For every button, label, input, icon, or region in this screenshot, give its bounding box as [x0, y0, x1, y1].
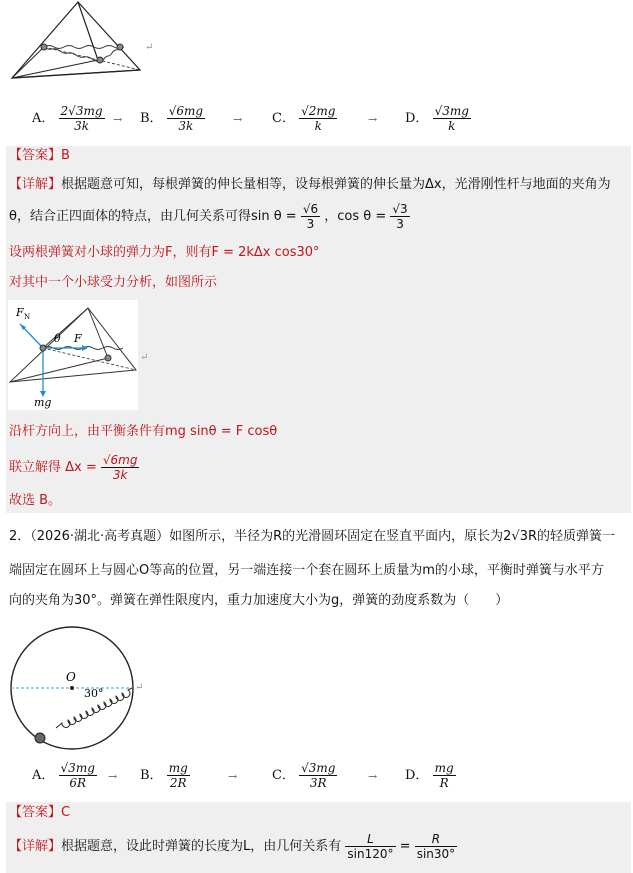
tab-arrow: →: [108, 770, 118, 783]
tab-arrow: →: [113, 113, 123, 126]
option-denominator: 3k: [74, 119, 89, 133]
f-label: F: [74, 332, 82, 345]
option-letter: B．: [140, 768, 163, 783]
q1-option-c[interactable]: [272, 104, 337, 133]
q1-line6: [9, 453, 139, 482]
option-numerator: 2√3mg: [60, 104, 103, 118]
option-numerator: √6mg: [168, 104, 204, 118]
option-denominator: 6R: [69, 776, 87, 790]
paragraph-mark: ↵: [145, 42, 154, 53]
eq-right-numerator: R: [415, 832, 457, 847]
q2-option-a[interactable]: [32, 761, 97, 790]
q1-answer-label: 【答案】B: [9, 148, 70, 163]
angle-label: 30°: [84, 687, 104, 700]
tab-arrow: →: [228, 770, 238, 783]
option-letter: A．: [32, 768, 55, 783]
detail-text: ，cos θ =: [324, 209, 387, 224]
option-numerator: √2mg: [301, 104, 336, 118]
q1-option-a[interactable]: [32, 104, 105, 133]
option-numerator: mg: [168, 761, 188, 775]
q2-option-d[interactable]: [405, 761, 456, 790]
option-letter: D．: [405, 111, 429, 126]
q1-line5: 沿杆方向上，由平衡条件有mg sinθ = F cosθ: [9, 424, 278, 439]
option-numerator: √3mg: [60, 761, 95, 775]
center-o-label: O: [66, 670, 76, 684]
paragraph-mark: ↵: [140, 352, 149, 363]
option-numerator: √3mg: [301, 761, 336, 775]
q2-stem-line1: 2．（2026·湖北·高考真题）如图所示，半径为R的光滑圆环固定在竖直平面内，原长为2√3R的轻质弹簧一: [9, 529, 616, 544]
q2-option-b[interactable]: [140, 761, 190, 790]
q2-stem-line3: 向的夹角为30°。弹簧在弹性限度内，重力加速度大小为g，弹簧的劲度系数为（ ）: [9, 593, 509, 608]
option-letter: B．: [140, 111, 163, 126]
pyramid-figure: [8, 0, 148, 86]
option-denominator: 3k: [178, 119, 194, 133]
tab-arrow: →: [368, 113, 378, 126]
q1-detail-line1: [9, 176, 611, 194]
option-denominator: 2R: [169, 776, 187, 790]
detail-text: 根据题意可知，每根弹簧的伸长量相等，设每根弹簧的伸长量为Δx，光滑刚性杆与地面的夹角为: [61, 177, 611, 192]
fn-label: F: [16, 306, 24, 319]
q1-line4: 对其中一个小球受力分析，如图所示: [9, 275, 218, 290]
option-denominator: 3R: [309, 776, 327, 790]
option-numerator: mg: [434, 761, 454, 775]
cos-numerator: √3: [392, 202, 408, 216]
tab-arrow: →: [233, 113, 243, 126]
option-denominator: k: [448, 119, 456, 133]
eq-right-denominator: sin30°: [416, 847, 456, 861]
q2-stem-line2: 端固定在圆环上与圆心O等高的位置，另一端连接一个套在圆环上质量为m的小球，平衡时弹簧与水平方: [9, 563, 604, 578]
q1-detail-line2: [9, 202, 410, 231]
eq-left-denominator: sin120°: [347, 847, 394, 861]
ring-spring-figure: [8, 625, 143, 760]
option-letter: D．: [405, 768, 429, 783]
option-denominator: k: [314, 119, 322, 133]
option-denominator: R: [439, 776, 449, 790]
detail-text: 根据题意，设此时弹簧的长度为L，由几何关系有: [61, 839, 342, 854]
sin-denominator: 3: [306, 217, 315, 231]
result-denominator: 3k: [112, 468, 128, 482]
q1-option-d[interactable]: [405, 104, 471, 133]
paragraph-mark: ↵: [135, 682, 144, 693]
q2-answer-label: 【答案】C: [9, 805, 71, 820]
q1-line7: 故选 B。: [9, 493, 62, 508]
theta-label: θ: [54, 332, 61, 345]
mg-label: mg: [34, 396, 52, 409]
detail-text: 联立解得 Δx =: [9, 460, 97, 475]
detail-label: 【详解】: [9, 839, 62, 854]
q1-option-b[interactable]: [140, 104, 205, 133]
q1-line3: 设两根弹簧对小球的弹力为F，则有F = 2kΔx cos30°: [9, 245, 320, 260]
detail-label: 【详解】: [9, 177, 62, 192]
detail-text: θ，结合正四面体的特点，由几何关系可得sin θ =: [9, 209, 297, 224]
option-numerator: √3mg: [434, 104, 469, 118]
q2-option-c[interactable]: [272, 761, 337, 790]
sin-numerator: √6: [302, 202, 319, 216]
result-numerator: √6mg: [102, 453, 138, 467]
option-letter: C．: [272, 111, 295, 126]
option-letter: A．: [32, 111, 55, 126]
fn-subscript: N: [24, 313, 31, 321]
force-diagram: [8, 300, 138, 410]
cos-denominator: 3: [396, 217, 404, 231]
tab-arrow: →: [368, 770, 378, 783]
q2-detail-line: 【详解】根据题意，设此时弹簧的长度为L，由几何关系有 $\frac{L}{\sin 120^\circ}$ = $\frac{R}{\sin 30^\circ}$: [9, 832, 456, 861]
option-letter: C．: [272, 768, 295, 783]
eq-left-numerator: L: [345, 832, 395, 847]
